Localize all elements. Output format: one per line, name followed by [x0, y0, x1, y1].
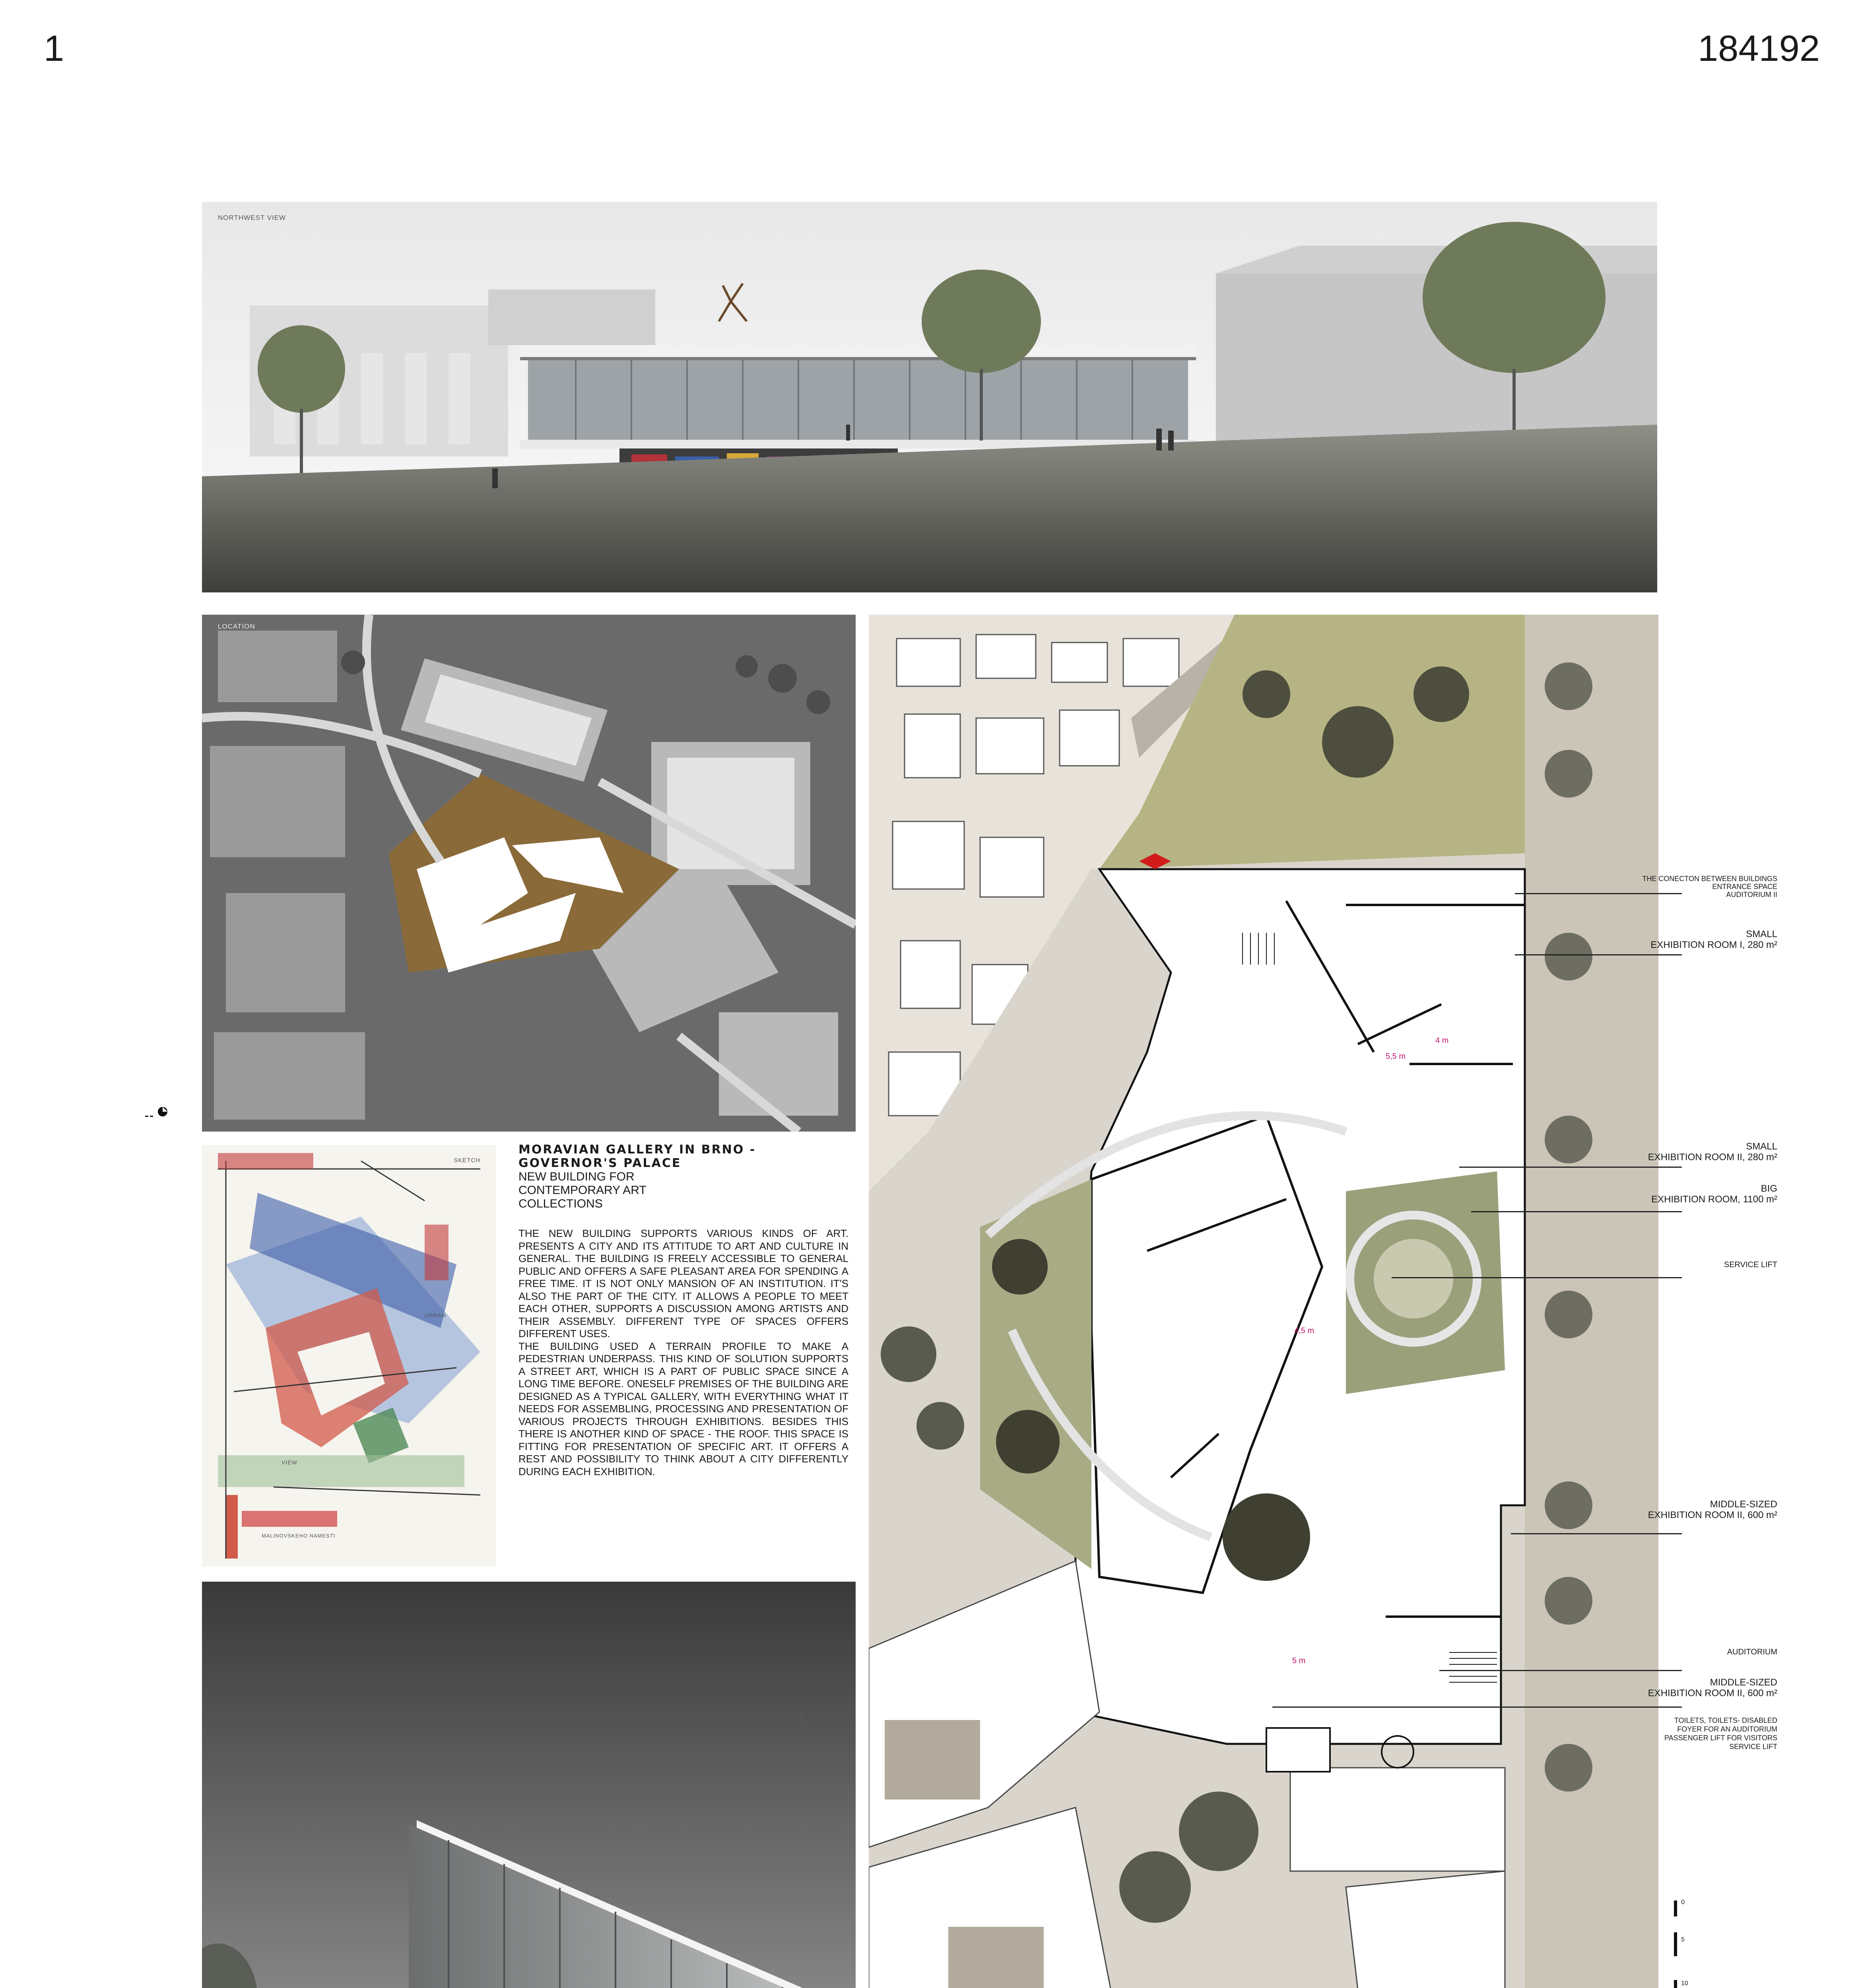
sketch-label: URBAN: [425, 1312, 447, 1318]
description-paragraph-1: THE NEW BUILDING SUPPORTS VARIOUS KINDS OF ART. PRESENTS A CITY AND ITS ATTITUDE TO ART AND CULTURE IN GENERAL. THE BUILDING IS FREELY ACCESSIBLE TO GENERAL PUBLIC AND OFFERS A SAFE PLEASANT AREA FOR SPENDING A FREE TIME. IT IS NOT ONLY MANSION OF AN INSTITUTION. IT'S ALSO THE PART OF THE CITY. IT ALLOWS A PEOPLE TO MEET EACH OTHER, SUPPORTS A DISCUSSION AMONG ARTISTS AND THEIR ASSEMBLY. DIFFERENT TYPE OF SPACES OFFERS DIFFERENT USES.: [518, 1227, 848, 1340]
sketch-label: MALINOVSKEHO NAMESTI: [262, 1533, 336, 1539]
night-perspective-render: [202, 1582, 856, 1988]
scale-tick: 5: [1681, 1936, 1685, 1943]
northwest-view-render: [202, 202, 1657, 592]
callout-line: [1511, 1533, 1682, 1534]
callout-auditorium: AUDITORIUM: [1727, 1648, 1777, 1656]
measure-label: 4,5 m: [1294, 1326, 1314, 1335]
measure-label: 5,5 m: [1386, 1052, 1406, 1061]
project-title-line1: MORAVIAN GALLERY IN BRNO -: [518, 1143, 756, 1157]
sketch-label: SKETCH: [454, 1157, 480, 1164]
callout-service-lift: SERVICE LIFT: [1724, 1260, 1777, 1269]
subtitle-line1: NEW BUILDING FOR: [518, 1170, 635, 1183]
aerial-location-photo: [202, 615, 856, 1132]
callout-middle-exhibition-a: MIDDLE-SIZED EXHIBITION ROOM II, 600 m²: [1648, 1499, 1777, 1520]
callout-middle-exhibition-b: MIDDLE-SIZED EXHIBITION ROOM II, 600 m²: [1648, 1677, 1777, 1699]
callout-line: [1272, 1706, 1682, 1708]
project-title-line2: GOVERNOR'S PALACE: [518, 1156, 681, 1170]
callout-big-exhibition: BIG EXHIBITION ROOM, 1100 m²: [1651, 1183, 1777, 1205]
project-code: 184192: [1698, 28, 1820, 69]
callout-toilets: TOILETS, TOILETS- DISABLED FOYER FOR AN AUDITORIUM PASSENGER LIFT FOR VISITORS SERVICE LIFT: [1664, 1716, 1777, 1751]
subtitle-line2: CONTEMPORARY ART: [518, 1184, 647, 1197]
measure-label: 4 m: [1435, 1036, 1449, 1045]
north-arrow-icon: [145, 1104, 169, 1120]
description-paragraph-2: THE BUILDING USED A TERRAIN PROFILE TO MAKE A PEDESTRIAN UNDERPASS. THIS KIND OF SOLUTION SUPPORTS A STREET ART, WHICH IS A PART OF PUBLIC SPACE SINCE A LONG TIME BEFORE. ONESELF PREMISES OF THE BUILDING ARE DESIGNED AS A TYPICAL GALLERY, WITH EVERYTHING WHAT IT NEEDS FOR ASSEMBLING, PROCESSING AND PRESENTATION OF VARIOUS PROJECTS THROUGH EXHIBITIONS. BESIDES THIS THERE IS ANOTHER KIND OF SPACE - THE ROOF. THIS SPACE IS FITTING FOR PRESENTATION OF SPECIFIC ART. IT OFFERS A REST AND POSSIBILITY TO THINK ABOUT A CITY DIFFERENTLY DURING EACH EXHIBITION.: [518, 1340, 848, 1477]
callout-small-exhibition-2: SMALL EXHIBITION ROOM II, 280 m²: [1648, 1141, 1777, 1163]
scale-tick: 10: [1681, 1980, 1688, 1987]
callout-line: [1515, 954, 1682, 955]
scale-bar: [1674, 1901, 1678, 1988]
callout-line: [1459, 1167, 1682, 1168]
callout-line: [1439, 1670, 1682, 1671]
scale-tick: 0: [1681, 1899, 1685, 1906]
project-description: [518, 1143, 848, 1478]
concept-sketch: [202, 1145, 496, 1567]
sketch-label: VIEW: [282, 1459, 297, 1466]
situation-plan: [869, 615, 1658, 1988]
callout-line: [1471, 1211, 1682, 1212]
callout-small-exhibition-1: SMALL EXHIBITION ROOM I, 280 m²: [1650, 929, 1777, 950]
subtitle-line3: COLLECTIONS: [518, 1197, 603, 1210]
page-number: 1: [44, 28, 64, 69]
measure-label: 5 m: [1292, 1656, 1306, 1665]
northwest-view-caption: NORTHWEST VIEW: [218, 214, 286, 221]
callout-line: [1392, 1277, 1682, 1278]
location-caption: LOCATION: [218, 623, 255, 630]
callout-connection: THE CONECTON BETWEEN BUILDINGS ENTRANCE SPACE AUDITORIUM II: [1642, 875, 1777, 899]
